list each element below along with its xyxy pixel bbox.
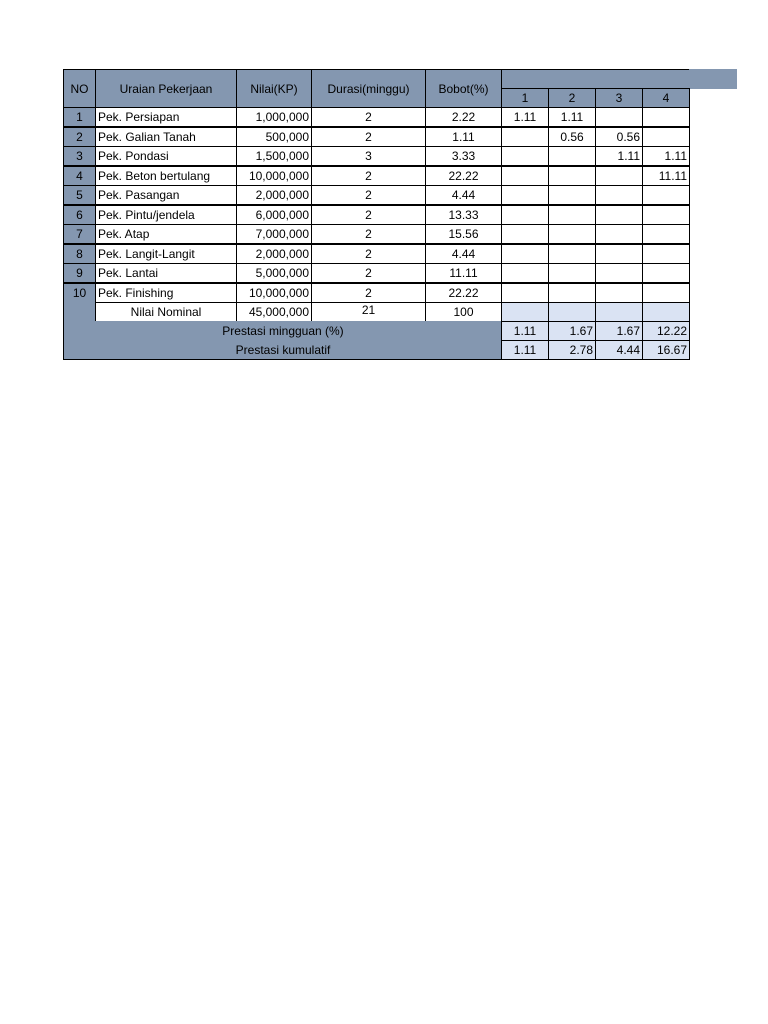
row-durasi[interactable]: 2 bbox=[311, 185, 426, 205]
prestasi-kumulatif-week-4[interactable]: 16.67 bbox=[642, 340, 690, 360]
prestasi-mingguan-week-2[interactable]: 1.67 bbox=[548, 321, 596, 341]
row-uraian[interactable]: Pek. Lantai bbox=[95, 263, 237, 283]
row-week-3[interactable] bbox=[595, 166, 643, 186]
header-week-2[interactable]: 2 bbox=[548, 88, 596, 108]
row-bobot[interactable]: 11.11 bbox=[425, 263, 502, 283]
header-week-1[interactable]: 1 bbox=[501, 88, 549, 108]
row-nilai[interactable]: 5,000,000 bbox=[236, 263, 312, 283]
row-uraian[interactable]: Pek. Pasangan bbox=[95, 185, 237, 205]
total-nilai[interactable]: 45,000,000 bbox=[236, 302, 312, 322]
row-week-3[interactable] bbox=[595, 224, 643, 244]
row-week-3[interactable] bbox=[595, 244, 643, 264]
row-no[interactable]: 7 bbox=[63, 224, 96, 244]
row-week-1[interactable] bbox=[501, 205, 549, 225]
row-uraian[interactable]: Pek. Pintu/jendela bbox=[95, 205, 237, 225]
header-bobot[interactable]: Bobot(%) bbox=[425, 69, 502, 108]
total-no-cell bbox=[63, 302, 96, 322]
header-week-3[interactable]: 3 bbox=[595, 88, 643, 108]
row-nilai[interactable]: 10,000,000 bbox=[236, 283, 312, 303]
row-week-3[interactable]: 1.11 bbox=[595, 146, 643, 166]
row-week-2[interactable] bbox=[548, 224, 596, 244]
header-nilai[interactable]: Nilai(KP) bbox=[236, 69, 312, 108]
header-no[interactable]: NO bbox=[63, 69, 96, 108]
row-week-2[interactable] bbox=[548, 205, 596, 225]
header-week-4[interactable]: 4 bbox=[642, 88, 690, 108]
total-week-1[interactable] bbox=[501, 302, 549, 322]
row-bobot[interactable]: 13.33 bbox=[425, 205, 502, 225]
row-week-1[interactable] bbox=[501, 185, 549, 205]
row-week-3[interactable] bbox=[595, 205, 643, 225]
row-week-1[interactable] bbox=[501, 146, 549, 166]
prestasi-kumulatif-label[interactable]: Prestasi kumulatif bbox=[63, 340, 502, 360]
row-week-3[interactable] bbox=[595, 185, 643, 205]
total-week-3[interactable] bbox=[595, 302, 643, 322]
row-week-4[interactable] bbox=[642, 224, 690, 244]
row-durasi[interactable]: 2 bbox=[311, 224, 426, 244]
row-week-3[interactable]: 0.56 bbox=[595, 127, 643, 147]
row-durasi[interactable]: 2 bbox=[311, 166, 426, 186]
row-week-2[interactable]: 1.11 bbox=[548, 107, 596, 127]
row-nilai[interactable]: 1,000,000 bbox=[236, 107, 312, 127]
prestasi-kumulatif-week-2[interactable]: 2.78 bbox=[548, 340, 596, 360]
row-no[interactable]: 10 bbox=[63, 283, 96, 303]
row-week-3[interactable] bbox=[595, 263, 643, 283]
row-no[interactable]: 9 bbox=[63, 263, 96, 283]
prestasi-mingguan-week-1[interactable]: 1.11 bbox=[501, 321, 549, 341]
row-week-4[interactable] bbox=[642, 185, 690, 205]
row-durasi[interactable]: 2 bbox=[311, 283, 426, 303]
row-no[interactable]: 4 bbox=[63, 166, 96, 186]
row-bobot[interactable]: 22.22 bbox=[425, 166, 502, 186]
header-uraian[interactable]: Uraian Pekerjaan bbox=[95, 69, 237, 108]
row-uraian[interactable]: Pek. Langit-Langit bbox=[95, 244, 237, 264]
row-week-1[interactable] bbox=[501, 166, 549, 186]
row-bobot[interactable]: 15.56 bbox=[425, 224, 502, 244]
prestasi-mingguan-label[interactable]: Prestasi mingguan (%) bbox=[63, 321, 502, 341]
row-nilai[interactable]: 7,000,000 bbox=[236, 224, 312, 244]
total-durasi[interactable]: 21 bbox=[311, 302, 426, 322]
row-week-4[interactable] bbox=[642, 205, 690, 225]
row-week-4[interactable]: 1.11 bbox=[642, 146, 690, 166]
row-week-2[interactable] bbox=[548, 244, 596, 264]
row-bobot[interactable]: 3.33 bbox=[425, 146, 502, 166]
row-uraian[interactable]: Pek. Persiapan bbox=[95, 107, 237, 127]
row-bobot[interactable]: 4.44 bbox=[425, 185, 502, 205]
row-durasi[interactable]: 2 bbox=[311, 263, 426, 283]
row-week-1[interactable] bbox=[501, 127, 549, 147]
row-week-3[interactable] bbox=[595, 107, 643, 127]
week-header-band-overflow bbox=[689, 69, 737, 89]
row-week-1[interactable] bbox=[501, 263, 549, 283]
prestasi-mingguan-week-3[interactable]: 1.67 bbox=[595, 321, 643, 341]
row-bobot[interactable]: 4.44 bbox=[425, 244, 502, 264]
row-uraian[interactable]: Pek. Pondasi bbox=[95, 146, 237, 166]
total-label[interactable]: Nilai Nominal bbox=[95, 302, 237, 322]
row-week-4[interactable] bbox=[642, 263, 690, 283]
row-no[interactable]: 3 bbox=[63, 146, 96, 166]
row-week-4[interactable]: 11.11 bbox=[642, 166, 690, 186]
row-week-4[interactable] bbox=[642, 283, 690, 303]
row-week-2[interactable] bbox=[548, 263, 596, 283]
prestasi-kumulatif-week-3[interactable]: 4.44 bbox=[595, 340, 643, 360]
row-durasi[interactable]: 2 bbox=[311, 244, 426, 264]
row-bobot[interactable]: 1.11 bbox=[425, 127, 502, 147]
row-week-2[interactable] bbox=[548, 185, 596, 205]
row-no[interactable]: 6 bbox=[63, 205, 96, 225]
row-week-1[interactable] bbox=[501, 283, 549, 303]
prestasi-kumulatif-week-1[interactable]: 1.11 bbox=[501, 340, 549, 360]
row-week-2[interactable] bbox=[548, 146, 596, 166]
row-week-1[interactable] bbox=[501, 244, 549, 264]
total-week-4[interactable] bbox=[642, 302, 690, 322]
row-week-2[interactable] bbox=[548, 166, 596, 186]
header-durasi[interactable]: Durasi(minggu) bbox=[311, 69, 426, 108]
row-no[interactable]: 1 bbox=[63, 107, 96, 127]
row-no[interactable]: 2 bbox=[63, 127, 96, 147]
row-week-4[interactable] bbox=[642, 107, 690, 127]
total-week-2[interactable] bbox=[548, 302, 596, 322]
row-uraian[interactable]: Pek. Galian Tanah bbox=[95, 127, 237, 147]
row-week-3[interactable] bbox=[595, 283, 643, 303]
row-durasi[interactable]: 2 bbox=[311, 127, 426, 147]
row-nilai[interactable]: 10,000,000 bbox=[236, 166, 312, 186]
row-uraian[interactable]: Pek. Finishing bbox=[95, 283, 237, 303]
row-week-2[interactable]: 0.56 bbox=[548, 127, 596, 147]
row-uraian[interactable]: Pek. Beton bertulang bbox=[95, 166, 237, 186]
row-nilai[interactable]: 1,500,000 bbox=[236, 146, 312, 166]
row-durasi[interactable]: 2 bbox=[311, 205, 426, 225]
row-no[interactable]: 5 bbox=[63, 185, 96, 205]
row-nilai[interactable]: 2,000,000 bbox=[236, 244, 312, 264]
row-week-4[interactable] bbox=[642, 127, 690, 147]
row-bobot[interactable]: 22.22 bbox=[425, 283, 502, 303]
row-durasi[interactable]: 3 bbox=[311, 146, 426, 166]
row-week-4[interactable] bbox=[642, 244, 690, 264]
row-no[interactable]: 8 bbox=[63, 244, 96, 264]
row-nilai[interactable]: 500,000 bbox=[236, 127, 312, 147]
prestasi-mingguan-week-4[interactable]: 12.22 bbox=[642, 321, 690, 341]
row-uraian[interactable]: Pek. Atap bbox=[95, 224, 237, 244]
row-week-1[interactable] bbox=[501, 224, 549, 244]
row-nilai[interactable]: 2,000,000 bbox=[236, 185, 312, 205]
row-week-1[interactable]: 1.11 bbox=[501, 107, 549, 127]
row-week-2[interactable] bbox=[548, 283, 596, 303]
row-nilai[interactable]: 6,000,000 bbox=[236, 205, 312, 225]
row-durasi[interactable]: 2 bbox=[311, 107, 426, 127]
row-bobot[interactable]: 2.22 bbox=[425, 107, 502, 127]
total-bobot[interactable]: 100 bbox=[425, 302, 502, 322]
